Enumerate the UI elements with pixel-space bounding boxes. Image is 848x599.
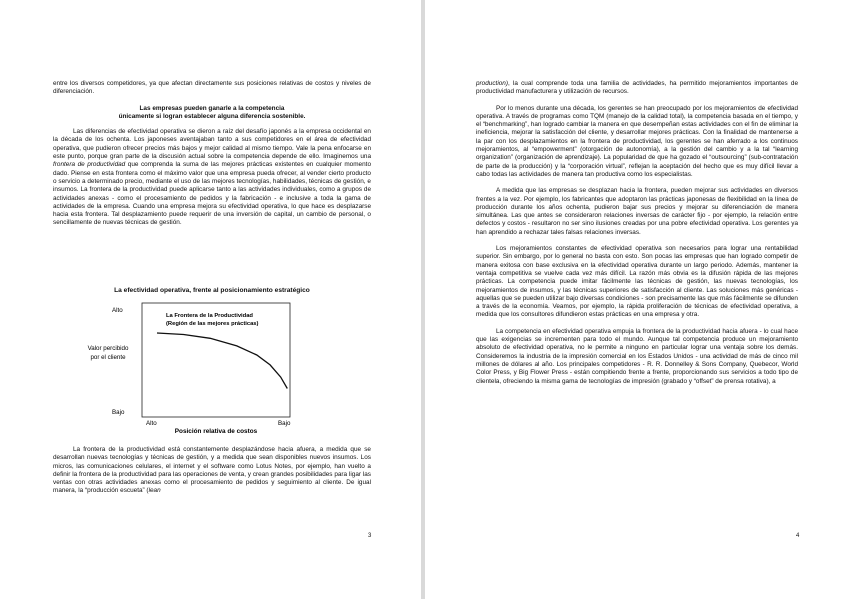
emphasis-frontera: frontera de productividad	[53, 161, 126, 169]
y-low-label: Bajo	[112, 409, 125, 416]
curve-label-line2: (Región de las mejores prácticas)	[166, 321, 259, 327]
x-low-label: Alto	[146, 420, 157, 427]
right-text	[476, 80, 798, 386]
x-axis-label: Posición relativa de costos	[174, 428, 258, 435]
x-high-label: Bajo	[278, 420, 291, 427]
paragraph-continuation: production), la cual comprende toda una familia de actividades, ha permitido mejoramientos importantes de productividad manufacturera y utilización de recursos.	[476, 80, 798, 96]
page-number-left: 3	[368, 533, 372, 539]
left-page	[0, 0, 421, 599]
paragraph-frontier: Las diferencias de efectividad operativa se dieron a raíz del desafío japonés a la empresa occidental en la década de los ochenta. Los japoneses aventajaban tanto a sus competidores en el área de efectividad operativa, que pudieron ofrecer precios más bajos y mejor calidad al mismo tiempo. Vale la pena enfocarse en este punto, porque gran parte de la discusión actual sobre la competencia depende de ello. Imaginemos una frontera de productividad que comprenda la suma de las mejores prácticas existentes en cualquier momento dado. Piense en esta frontera como el máximo valor que una empresa pueda ofrecer, al vender cierto producto o servicio a determinado precio, mediante el uso de las mejores tecnologías, habilidades, técnicas de gestión, e insumos. La frontera de la productividad puede aplicarse tanto a las actividades individuales, como a grupos de actividades anexas - como el procesamiento de pedidos y la fabricación - e inclusive a toda la gama de actividades de la empresa. Cuando una empresa mejora su efectividad operativa, lo que hace es desplazarse hacia esta frontera. Tal desplazamiento puede requerir de una inversión de capital, un cambio de personal, o sencillamente de nuevas técnicas de gestión.	[53, 128, 371, 227]
section-heading-line2: únicamente si logran establecer alguna diferencia sostenible.	[118, 112, 306, 120]
emphasis-lean: lean	[148, 487, 161, 495]
emphasis-production: production)	[476, 80, 508, 87]
y-axis-label-line2: por el cliente	[90, 354, 126, 361]
productivity-frontier-curve	[157, 333, 287, 389]
left-bottom-text	[53, 446, 371, 496]
left-top-text	[53, 80, 371, 228]
right-page	[425, 0, 848, 599]
y-high-label: Alto	[112, 307, 123, 314]
page-number-right: 4	[796, 533, 800, 539]
curve-label-line1: La Frontera de la Productividad	[166, 313, 253, 319]
paragraph-managers: Por lo menos durante una década, los gerentes se han preocupado por los mejoramientos de efectividad operativa. A través de programas como TQM (manejo de la calidad total), la competencia basada en el tiempo, y el “benchmarking”, han logrado cambiar la manera en que desempeñan estas actividades con el fin de eliminar la ineficiencia, mejorar la satisfacción del cliente, y desarrollar mejores prácticas. Con la finalidad de mantenerse a la par con los desplazamientos en la frontera de productividad, los gerentes se han aferrado a los continuos mejoramientos, al “empowerment” (otorgación de autonomía), a la gestión del cambio y a la tal “learning organization” (organización de aprendizaje). La popularidad de que ha gozado el “outsourcing” (sub-contratación de parte de la producción) y la “corporación virtual”, reflejan la aceptación del hecho que es muy difícil llevar a cabo todas las actividades de manera tan productiva como los especialistas.	[476, 104, 798, 178]
y-axis-label-line1: Valor percibido	[87, 345, 129, 352]
paragraph-improvements: Los mejoramientos constantes de efectividad operativa son necesarios para lograr una rentabilidad superior. Sin embargo, por lo general no basta con esto. Son pocas las empresas que han logrado competir de manera exitosa con base exclusiva en la efectividad operativa durante un largo periodo. Además, mantener la ventaja competitiva se vuelve cada vez más difícil. La razón más obvia es la difusión rápida de las mejores prácticas. La competencia puede imitar fácilmente las técnicas de gestión, las nuevas tecnologías, los mejoramientos de insumos, y las técnicas superiores de satisfacción al cliente. Las soluciones más genéricas - aquellas que se pueden utilizar bajo diversas condiciones - son precisamente las que más fácilmente se difunden a través de la economía. Veamos, por ejemplo, la rápida proliferación de técnicas de efectividad operativa, a medida que los consultores difundieron estas prácticas en una empresa y otra.	[476, 245, 798, 319]
chart-title: La efectividad operativa, frente al posicionamiento estratégico	[114, 287, 310, 294]
paragraph-competition: La competencia en efectividad operativa empuja la frontera de la productividad hacia afuera - lo cual hace que las exigencias se incrementen para todo el mundo. Aunque tal competencia produce un mejoramiento absoluto de efectividad operativa, no le permite a ninguno en particular lograr una ventaja sobre los demás. Consideremos la industria de la impresión comercial en los Estados Unidos - una actividad de más de cinco mil millones de dólares al año. Los principales competidores - R. R. Donnelley & Sons Company, Quebecor, World Color Press, y Big Flower Press - están compitiendo frente a frente, proporcionando sus servicios a todo tipo de clientela, ofreciendo la misma gama de tecnologías de impresión (grabado y “offset” de prensa rotativa), a	[476, 327, 798, 385]
paragraph-frontier-shift: La frontera de la productividad está constantemente desplazándose hacia afuera, a medida que se desarrollan nuevas tecnologías y técnicas de gestión, y a medida que sean disponibles nuevos insumos. Los micros, las comunicaciones celulares, el internet y el software como Lotus Notes, por ejemplo, han vuelto a definir la frontera de la productividad para las operaciones de venta, y crean grandes posibilidades para ligar las ventas con otras actividades anexas como el procesamiento de pedidos y seguimiento al cliente. De igual manera, la “producción escueta” (lean	[53, 446, 371, 495]
section-heading-line1: Las empresas pueden ganarle a la competencia	[139, 104, 285, 112]
productivity-frontier-chart	[62, 297, 362, 437]
paragraph-frontier-move: A medida que las empresas se desplazan hacia la frontera, pueden mejorar sus actividades en diversos frentes a la vez. Por ejemplo, los fabricantes que adoptaron las prácticas japonesas de flexibilidad en la línea de producción durante los años ochenta, pudieron bajar sus precios y mejorar su diferenciación de manera simultánea. Las que antes se consideraron relaciones inversas de carácter fijo - por ejemplo, la relación entre defectos y costos - resultaron no ser sino ilusiones creadas por una pobre efectividad operativa. Los gerentes ya han aprendido a rechazar tales falsas relaciones inversas.	[476, 187, 798, 236]
intro-paragraph: entre los diversos competidores, ya que afectan directamente sus posiciones relativas de costos y niveles de diferenciación.	[53, 80, 371, 96]
